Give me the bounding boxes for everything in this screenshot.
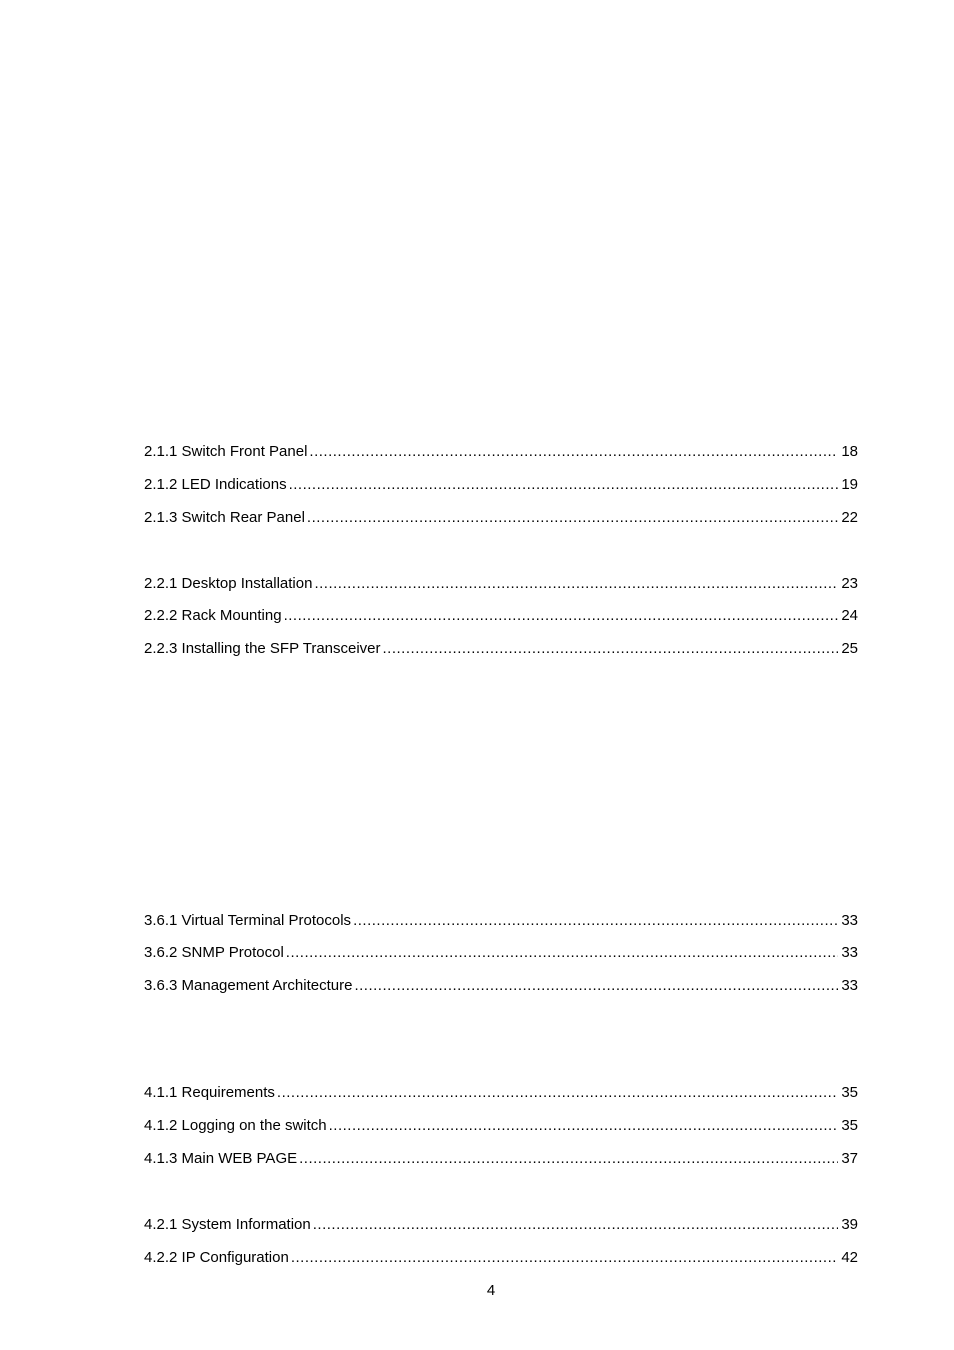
toc-dot-leader — [354, 976, 838, 996]
toc-entry-page: 33 — [841, 977, 858, 994]
toc-entry[interactable] — [144, 1116, 858, 1136]
toc-dot-leader — [309, 442, 838, 462]
toc-entry-title: 2.1.1 Switch Front Panel — [144, 443, 308, 460]
toc-entry-page: 39 — [841, 1216, 858, 1233]
toc-entry-page: 37 — [841, 1150, 858, 1167]
toc-entry[interactable] — [144, 574, 858, 594]
toc-entry[interactable] — [144, 1215, 858, 1235]
toc-dot-leader — [329, 1116, 839, 1136]
toc-entry[interactable] — [144, 1248, 858, 1268]
toc-entry-page: 33 — [841, 944, 858, 961]
toc-entry-page: 18 — [841, 443, 858, 460]
toc-entry[interactable] — [144, 943, 858, 963]
toc-dot-leader — [291, 1248, 838, 1268]
toc-entry-page: 23 — [841, 575, 858, 592]
toc-entry[interactable] — [144, 976, 858, 996]
toc-entry[interactable] — [144, 1149, 858, 1169]
toc-entry[interactable] — [144, 475, 858, 495]
toc-entry-title: 4.2.2 IP Configuration — [144, 1249, 289, 1266]
toc-dot-leader — [307, 508, 838, 528]
toc-entry-title: 2.2.3 Installing the SFP Transceiver — [144, 640, 381, 657]
toc-entry-title: 4.1.2 Logging on the switch — [144, 1117, 327, 1134]
toc-entry-title: 4.1.1 Requirements — [144, 1084, 275, 1101]
toc-entry-page: 25 — [841, 640, 858, 657]
toc-entry-title: 3.6.1 Virtual Terminal Protocols — [144, 912, 352, 929]
toc-entry[interactable] — [144, 606, 858, 626]
toc-entry[interactable] — [144, 1083, 858, 1103]
toc-entry[interactable] — [144, 639, 858, 659]
toc-dot-leader — [289, 475, 839, 495]
toc-entry-page: 42 — [841, 1249, 858, 1266]
toc-dot-leader — [314, 574, 838, 594]
toc-dot-leader — [353, 911, 838, 931]
toc-entry-title: 4.2.1 System Information — [144, 1216, 311, 1233]
toc-entry-title: 4.1.3 Main WEB PAGE — [144, 1150, 298, 1167]
toc-entry-page: 35 — [841, 1084, 858, 1101]
toc-entry-title: 3.6.2 SNMP Protocol — [144, 944, 284, 961]
toc-entry-page: 33 — [841, 912, 858, 929]
toc-dot-leader — [286, 943, 839, 963]
toc-entry-page: 24 — [841, 607, 858, 624]
toc-entry[interactable] — [144, 911, 858, 931]
toc-dot-leader — [299, 1149, 838, 1169]
toc-entry-title: 3.6.3 Management Architecture — [144, 977, 353, 994]
toc-entry-title: 2.1.3 Switch Rear Panel — [144, 509, 305, 526]
toc-entry-page: 35 — [841, 1117, 858, 1134]
toc-entry-title: 2.2.2 Rack Mounting — [144, 607, 282, 624]
toc-dot-leader — [383, 639, 839, 659]
toc-entry[interactable] — [144, 442, 858, 462]
toc-dot-leader — [313, 1215, 839, 1235]
toc-dot-leader — [277, 1083, 838, 1103]
toc-dot-leader — [284, 606, 839, 626]
toc-entry[interactable] — [144, 508, 858, 528]
toc-entry-page: 19 — [841, 476, 858, 493]
toc-entry-title: 2.1.2 LED Indications — [144, 476, 287, 493]
toc-entry-page: 22 — [841, 509, 858, 526]
toc-entry-title: 2.2.1 Desktop Installation — [144, 575, 313, 592]
page-number: 4 — [486, 1282, 496, 1299]
